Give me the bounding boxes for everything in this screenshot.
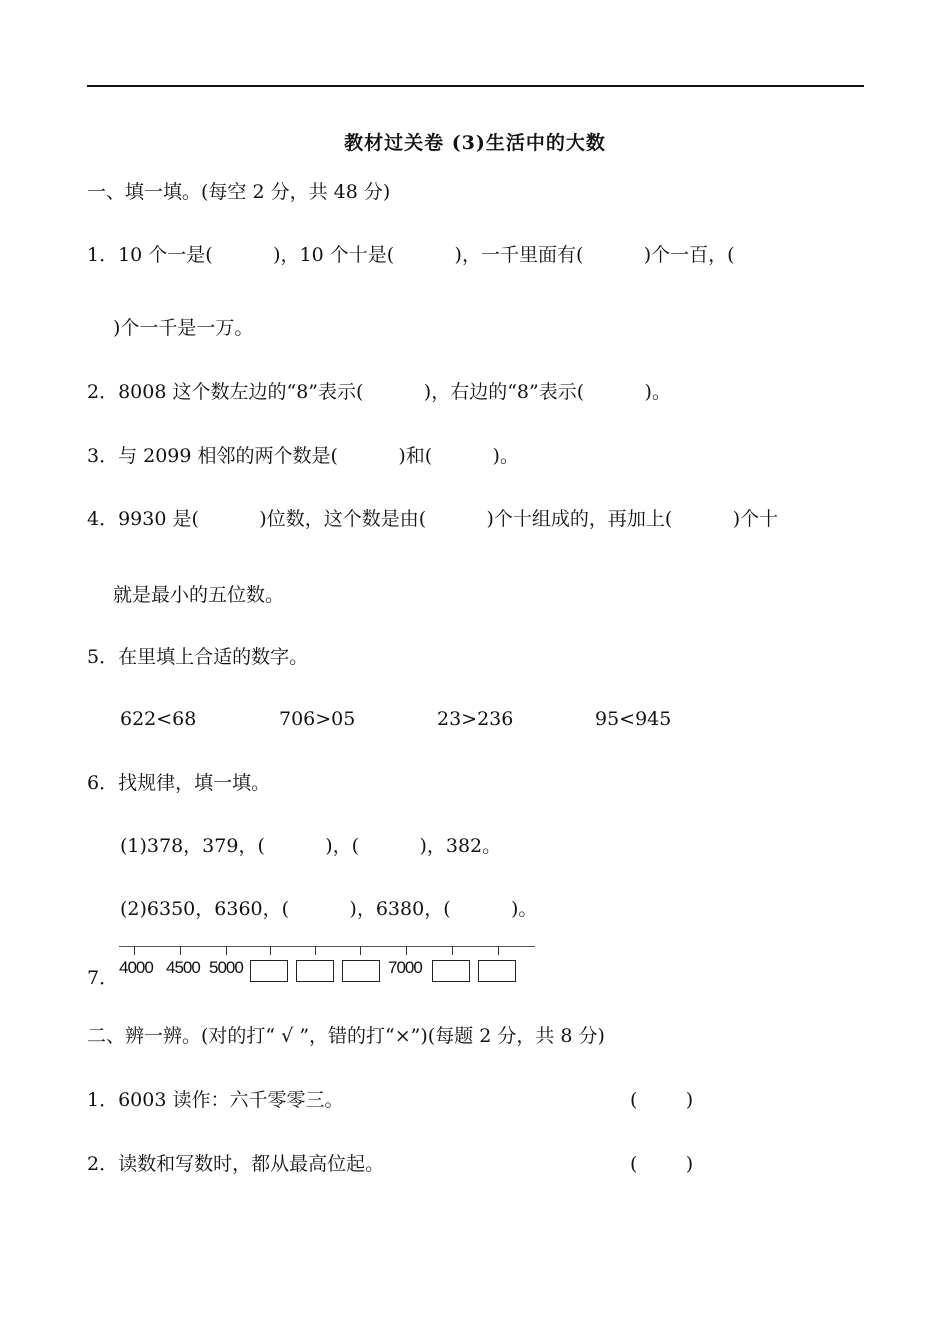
judge-item-2-answer[interactable]: ( ) [630,1153,694,1175]
question-7-number: 7． [87,967,119,989]
number-line-label: 4000 [119,958,153,977]
answer-box[interactable] [432,960,470,982]
answer-box[interactable] [342,960,380,982]
number-line-tick [452,946,453,955]
judge-item-2-text: 2．读数和写数时，都从最高位起。 [87,1153,385,1175]
section1-header: 一、填一填。(每空 2 分，共 48 分) [87,181,391,203]
number-line-tick [406,946,407,955]
top-rule [87,85,864,87]
question-6-part-1: (1)378，379，( )，( )，382。 [120,835,502,857]
q5-item: 622<68 [120,708,197,730]
number-line-axis [119,946,535,947]
number-line-tick [498,946,499,955]
question-2: 2．8008 这个数左边的“8”表示( )，右边的“8”表示( )。 [87,381,671,403]
number-line-tick [180,946,181,955]
answer-box[interactable] [250,960,288,982]
q5-item: 706>05 [279,708,356,730]
question-1-line-2: )个一千是一万。 [113,317,254,339]
number-line [119,946,535,986]
number-line-tick [270,946,271,955]
number-line-tick [360,946,361,955]
number-line-label: 4500 [166,958,200,977]
number-line-tick [134,946,135,955]
question-1-line-1: 1．10 个一是( )，10 个十是( )，一千里面有( )个一百，( [87,244,735,266]
q5-item: 23>236 [437,708,514,730]
question-4-line-1: 4．9930 是( )位数，这个数是由( )个十组成的，再加上( )个十 [87,508,779,530]
number-line-tick [226,946,227,955]
q5-item: 95<945 [595,708,672,730]
number-line-label: 7000 [388,958,422,977]
judge-item-1-answer[interactable]: ( ) [630,1089,694,1111]
question-6-part-2: (2)6350，6360，( )，6380，( )。 [120,898,538,920]
question-3: 3．与 2099 相邻的两个数是( )和( )。 [87,445,519,467]
answer-box[interactable] [296,960,334,982]
question-5: 5．在里填上合适的数字。 [87,646,309,668]
number-line-tick [315,946,316,955]
question-6: 6．找规律，填一填。 [87,772,271,794]
section2-header: 二、辨一辨。(对的打“ √ ”，错的打“×”)(每题 2 分，共 8 分) [87,1025,605,1047]
page-title: 教材过关卷 (3)生活中的大数 [344,132,606,154]
question-4-line-2: 就是最小的五位数。 [113,584,285,606]
number-line-label: 5000 [209,958,243,977]
answer-box[interactable] [478,960,516,982]
judge-item-1-text: 1．6003 读作：六千零零三。 [87,1089,344,1111]
